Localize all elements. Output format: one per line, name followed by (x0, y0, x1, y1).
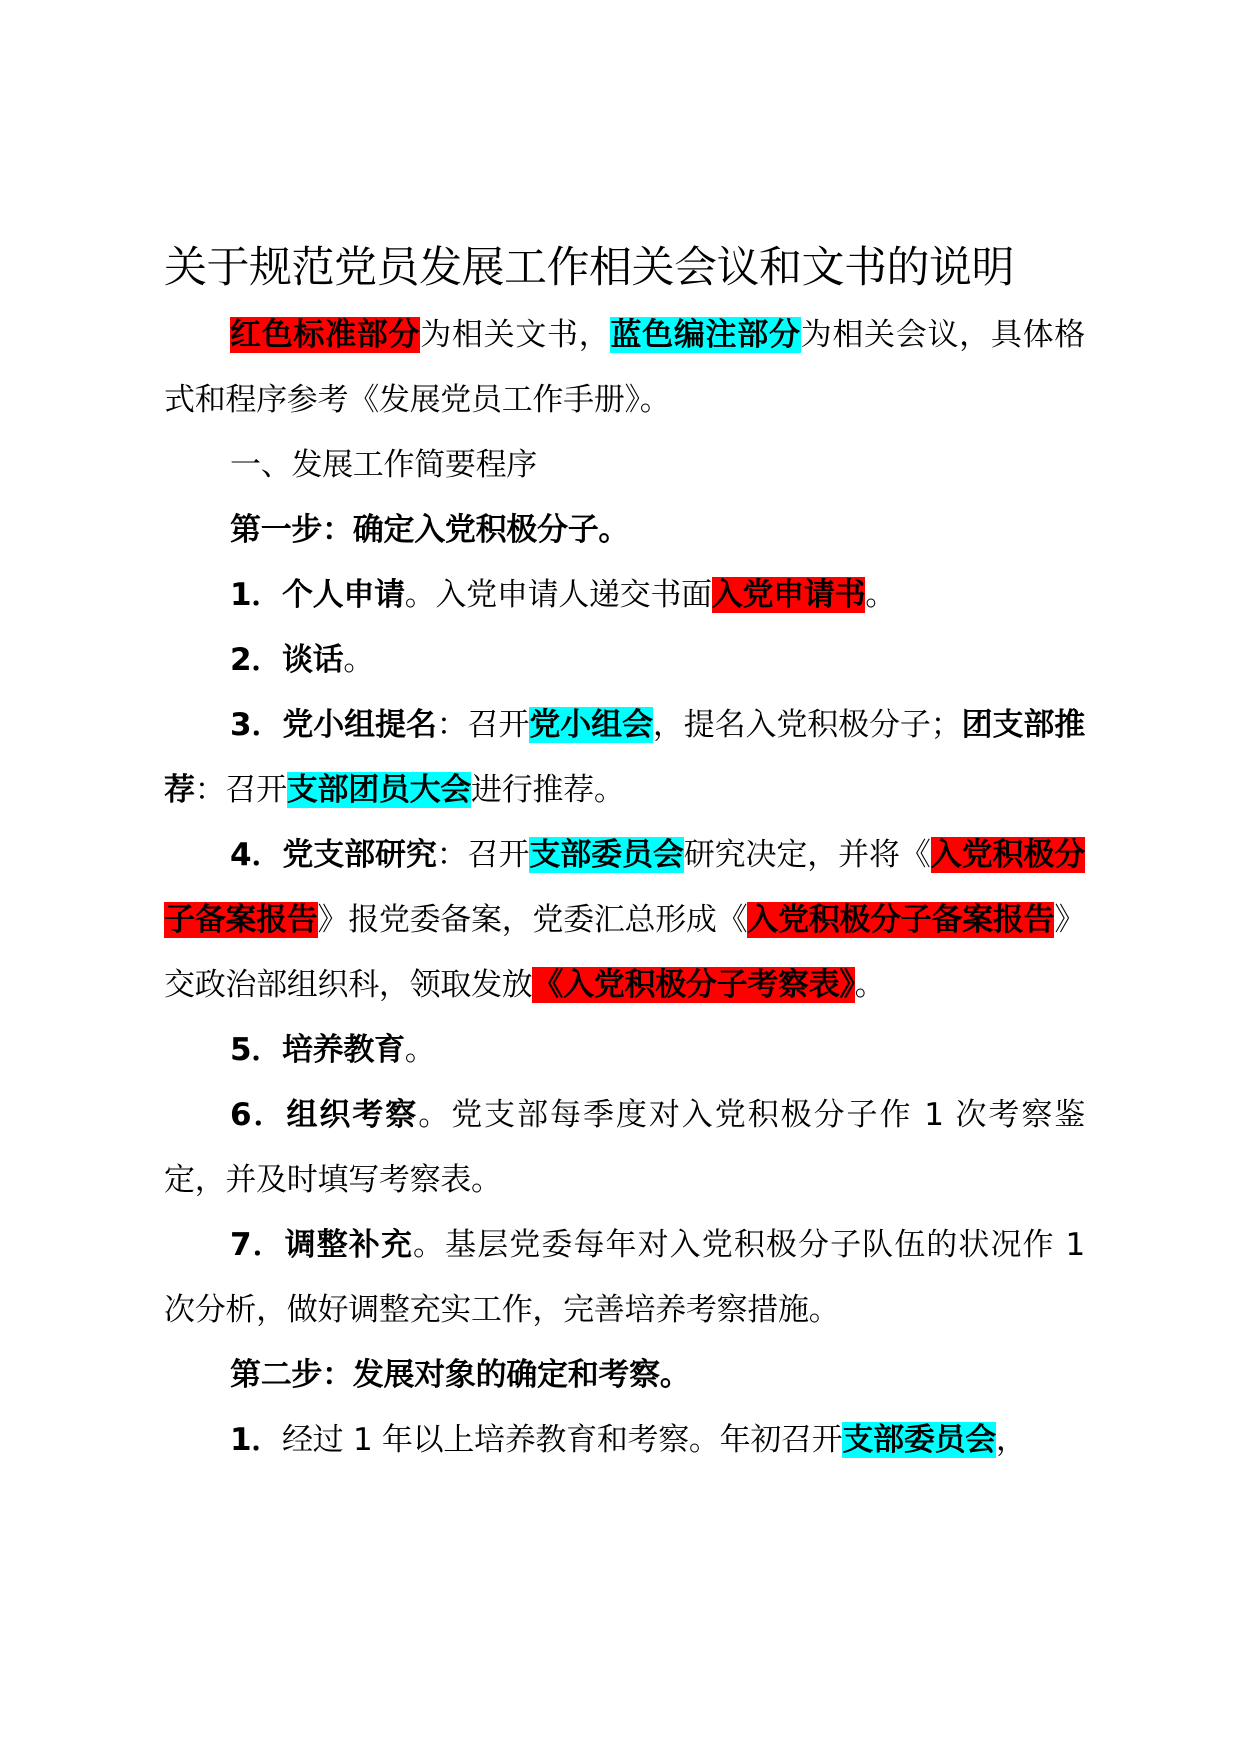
item-text: 。基层党委每年对入党积极分子队伍的状况作 1 次分析，做好调整充实工作，完善培养考察措施。 (164, 1227, 1085, 1328)
step1-item-4 (164, 823, 1085, 1018)
intro-paragraph (164, 303, 1085, 433)
item-text: 进行推荐。 (471, 772, 625, 808)
document-body (164, 303, 1085, 1473)
item-text: 经过 1 年以上培养教育和考察。年初召开 (281, 1422, 843, 1458)
item-text: ，提名入党积极分子； (652, 707, 962, 743)
item-text: 。党支部每季度对入党积极分子作 1 次考察鉴定，并及时填写考察表。 (164, 1097, 1085, 1198)
red-doc-highlight: 入党积极分子备案报告 (747, 902, 1055, 938)
intro-text-1: 为相关文书， (420, 317, 611, 353)
blue-label-highlight: 蓝色编注部分 (610, 317, 801, 353)
step1-item-6 (164, 1083, 1085, 1213)
item-text: 。 (865, 577, 896, 613)
item-text: 》报党委备案，党委汇总形成《 (317, 902, 748, 938)
item-label: 7．调整补充 (230, 1227, 414, 1263)
item-text: ：召开 (436, 837, 530, 873)
step1-item-1 (164, 563, 1085, 628)
item-text: ， (995, 1422, 1027, 1458)
item-label: 2．谈话 (230, 642, 344, 678)
step1-item-2 (164, 628, 1085, 693)
item-label: 6．组织考察 (230, 1097, 419, 1133)
meeting-highlight: 支部委员会 (529, 837, 684, 873)
item-sublabel: 团支部推荐 (164, 707, 1085, 808)
item-text: ：召开 (194, 772, 287, 808)
item-label: 3．党小组提名 (230, 707, 437, 743)
red-doc-highlight: 入党申请书 (711, 577, 866, 613)
item-text: 研究决定，并将《 (683, 837, 931, 873)
intro-text-2: 为相关会议，具体格式和程序参考《发展党员工作手册》。 (164, 317, 1085, 418)
step1-heading: 第一步：确定入党积极分子。 (230, 512, 630, 548)
step2-heading: 第二步：发展对象的确定和考察。 (230, 1357, 691, 1393)
item-label: 1． (230, 1422, 282, 1458)
step1-item-3 (164, 693, 1085, 823)
item-label: 1．个人申请 (230, 577, 405, 613)
red-label-highlight: 红色标准部分 (230, 317, 421, 353)
step1-item-7 (164, 1213, 1085, 1343)
meeting-highlight: 支部委员会 (842, 1422, 996, 1458)
item-text: 。 (343, 642, 375, 678)
item-text: 》交政治部组织科，领取发放 (164, 902, 1086, 1003)
item-text: 。 (854, 967, 886, 1003)
step1-item-5 (164, 1018, 1085, 1083)
item-text: 。入党申请人递交书面 (404, 577, 712, 613)
step2-item-1 (164, 1408, 1085, 1473)
item-text: ：召开 (436, 707, 530, 743)
red-doc-highlight: 入党积极分子备案报告 (164, 837, 1085, 938)
meeting-highlight: 党小组会 (529, 707, 653, 743)
red-doc-highlight: 《入党积极分子考察表》 (532, 967, 855, 1003)
page-title: 关于规范党员发展工作相关会议和文书的说明 (164, 243, 1014, 293)
section-heading: 一、发展工作简要程序 (230, 447, 537, 483)
item-label: 5．培养教育 (230, 1032, 405, 1068)
meeting-highlight: 支部团员大会 (286, 772, 472, 808)
item-label: 4．党支部研究 (230, 837, 437, 873)
item-text: 。 (404, 1032, 436, 1068)
